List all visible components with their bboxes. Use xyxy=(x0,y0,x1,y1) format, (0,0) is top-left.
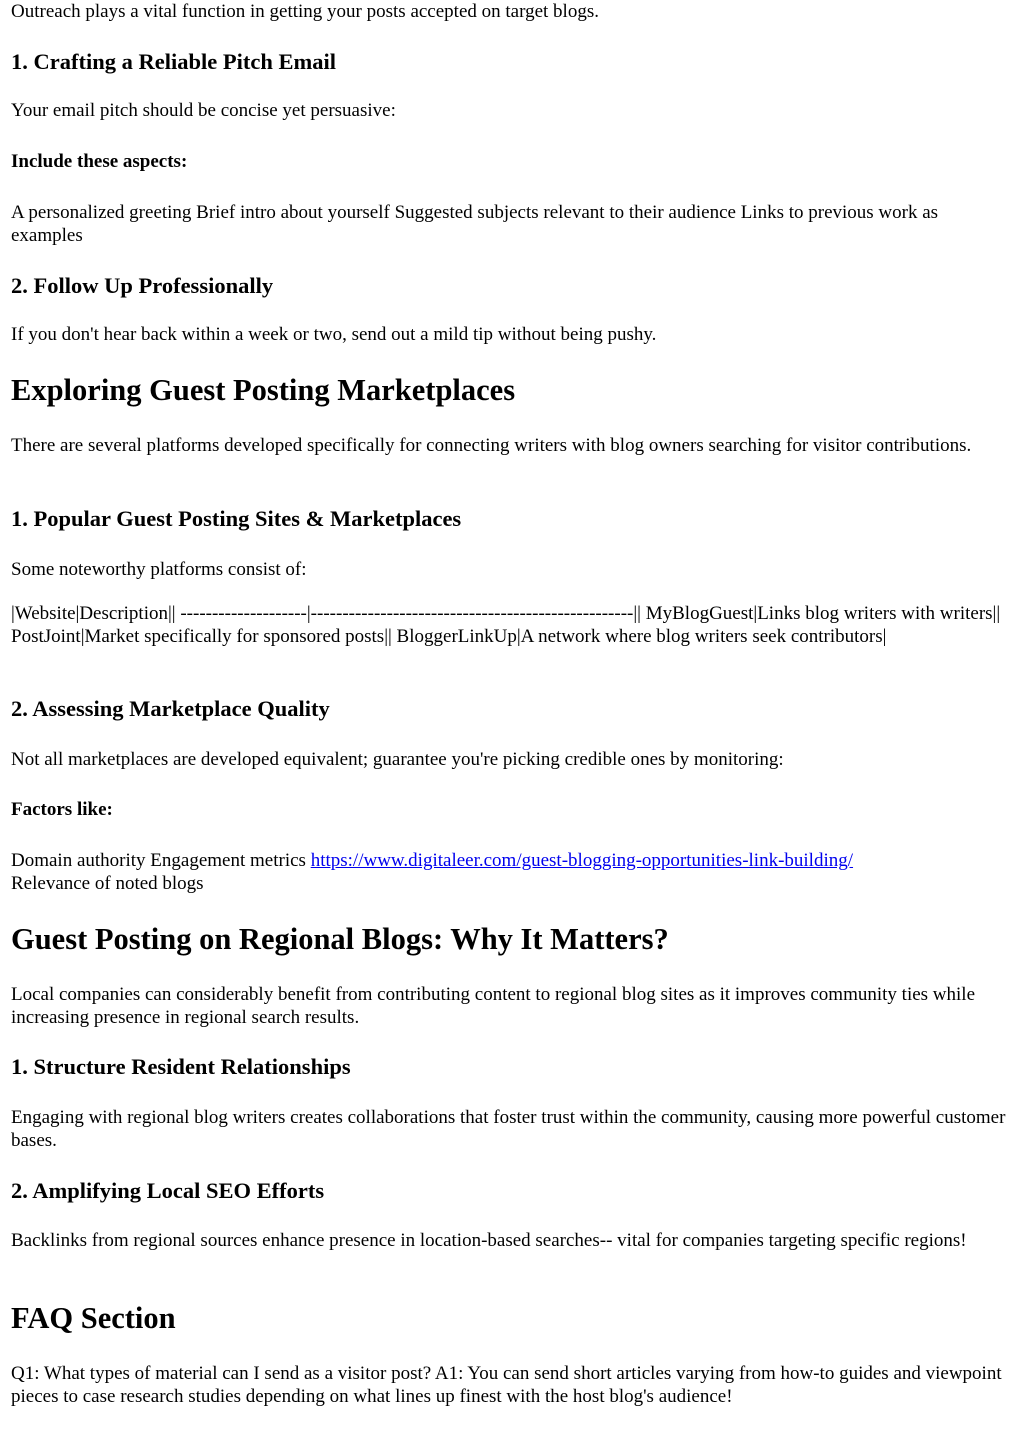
factors-text-continued: Relevance of noted blogs xyxy=(11,873,204,894)
marketplaces-paragraph: There are several platforms developed specifically for connecting writers with blog owners searching for visitor contributions. xyxy=(11,435,972,456)
heading-faq: FAQ Section xyxy=(11,1301,176,1335)
heading-assess-quality: 2. Assessing Marketplace Quality xyxy=(11,696,330,721)
regional-paragraph: Local companies can considerably benefit from contributing content to regional blog sites as it improves community ties while increasing presence in regional search results. xyxy=(11,984,976,1028)
structure-paragraph: Engaging with regional blog writers creates collaborations that foster trust within the community, causing more powerful customer bases. xyxy=(11,1107,1006,1151)
assess-paragraph: Not all marketplaces are developed equivalent; guarantee you're picking credible ones by monitoring: xyxy=(11,749,784,770)
factors-paragraph xyxy=(11,849,1013,895)
heading-amplify-seo: 2. Amplifying Local SEO Efforts xyxy=(11,1178,325,1203)
pitch-paragraph: Your email pitch should be concise yet persuasive: xyxy=(11,100,396,121)
heading-pitch-email: 1. Crafting a Reliable Pitch Email xyxy=(11,49,336,74)
heading-factors: Factors like: xyxy=(11,799,113,820)
include-paragraph: A personalized greeting Brief intro about yourself Suggested subjects relevant to their audience Links to previous work as examples xyxy=(11,202,939,246)
platforms-table-text: |Website|Description|| --------------------|---------------------------------------------------|| MyBlogGuest|Links blog writers with writers|| PostJoint|Market specifically for sponsored posts|| BloggerLinkUp|A network where blog writers seek contributors| xyxy=(11,603,1001,647)
faq-paragraph: Q1: What types of material can I send as a visitor post? A1: You can send short articles varying from how-to guides and viewpoint pieces to case research studies depending on what lines up finest with the host blog's audience! xyxy=(11,1363,1002,1407)
factors-text: Domain authority Engagement metrics xyxy=(11,850,311,871)
heading-structure-relationships: 1. Structure Resident Relationships xyxy=(11,1054,351,1079)
popular-paragraph: Some noteworthy platforms consist of: xyxy=(11,559,307,580)
digitaleer-link[interactable]: https://www.digitaleer.com/guest-blogging-opportunities-link-building/ xyxy=(310,850,854,871)
follow-up-paragraph: If you don't hear back within a week or two, send out a mild tip without being pushy. xyxy=(11,324,657,345)
heading-popular-sites: 1. Popular Guest Posting Sites & Marketplaces xyxy=(11,506,462,531)
intro-paragraph: Outreach plays a vital function in getting your posts accepted on target blogs. xyxy=(11,1,599,22)
heading-include-aspects: Include these aspects: xyxy=(11,151,188,172)
heading-marketplaces: Exploring Guest Posting Marketplaces xyxy=(11,373,516,407)
heading-regional-blogs: Guest Posting on Regional Blogs: Why It Matters? xyxy=(11,922,669,956)
heading-follow-up: 2. Follow Up Professionally xyxy=(11,273,274,298)
amplify-paragraph: Backlinks from regional sources enhance presence in location-based searches-- vital for companies targeting specific regions! xyxy=(11,1230,967,1251)
